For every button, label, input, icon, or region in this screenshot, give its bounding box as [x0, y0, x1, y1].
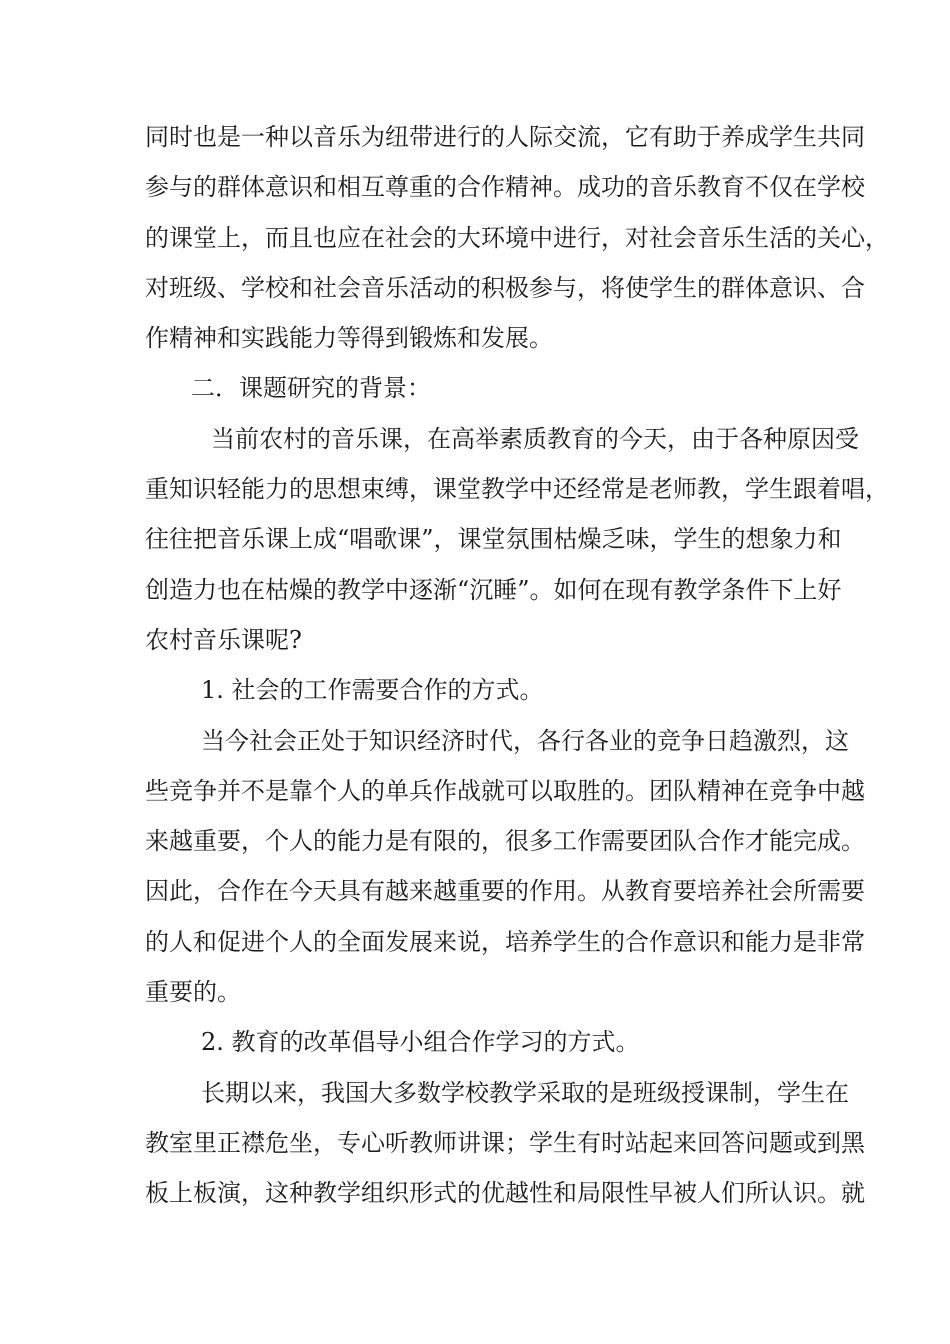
paragraph-line: 作精神和实践能力等得到锻炼和发展。	[145, 324, 553, 353]
paragraph-line: 同时也是一种以音乐为纽带进行的人际交流，它有助于养成学生共同	[145, 123, 865, 151]
paragraph-line: 因此，合作在今天具有越来越重要的作用。从教育要培养社会所需要	[145, 877, 865, 906]
paragraph-1	[145, 112, 889, 363]
paragraph-line: 创造力也在枯燥的教学中逐渐“沉睡”。如何在现有教学条件下上好	[145, 575, 842, 604]
paragraph-line: 长期以来，我国大多数学校教学采取的是班级授课制，学生在	[201, 1078, 849, 1107]
paragraph-3	[145, 716, 865, 1018]
paragraph-line: 重知识轻能力的思想束缚，课堂教学中还经常是老师教，学生跟着唱，	[145, 475, 889, 504]
paragraph-line: 教室里正襟危坐，专心听教师讲课；学生有时站起来回答问题或到黑	[145, 1128, 865, 1157]
paragraph-line: 的课堂上，而且也应在社会的大环境中进行，对社会音乐生活的关心，	[145, 223, 889, 252]
paragraph-line: 的人和促进个人的全面发展来说，培养学生的合作意识和能力是非常	[145, 927, 865, 956]
paragraph-line: 当今社会正处于知识经济时代，各行各业的竞争日趋激烈，这	[201, 726, 849, 755]
section-heading: 二．课题研究的背景：	[191, 374, 431, 403]
paragraph-line: 农村音乐课呢?	[145, 625, 302, 654]
paragraph-line: 当前农村的音乐课，在高举素质教育的今天，由于各种原因受	[211, 424, 859, 453]
paragraph-line: 往往把音乐课上成“唱歌课”，课堂氛围枯燥乏味，学生的想象力和	[145, 525, 842, 554]
document-body	[145, 112, 889, 1219]
paragraph-4	[145, 1068, 865, 1219]
paragraph-line: 重要的。	[145, 978, 241, 1007]
paragraph-line: 来越重要，个人的能力是有限的，很多工作需要团队合作才能完成。	[145, 827, 865, 856]
paragraph-line: 参与的群体意识和相互尊重的合作精神。成功的音乐教育不仅在学校	[145, 173, 865, 202]
item-2-heading: 2. 教育的改革倡导小组合作学习的方式。	[201, 1028, 640, 1057]
item-1-heading: 1. 社会的工作需要合作的方式。	[201, 676, 544, 705]
paragraph-line: 对班级、学校和社会音乐活动的积极参与，将使学生的群体意识、合	[145, 273, 865, 302]
paragraph-line: 些竞争并不是靠个人的单兵作战就可以取胜的。团队精神在竞争中越	[145, 776, 865, 805]
paragraph-2	[145, 414, 889, 665]
paragraph-line: 板上板演，这种教学组织形式的优越性和局限性早被人们所认识。就	[145, 1179, 865, 1208]
